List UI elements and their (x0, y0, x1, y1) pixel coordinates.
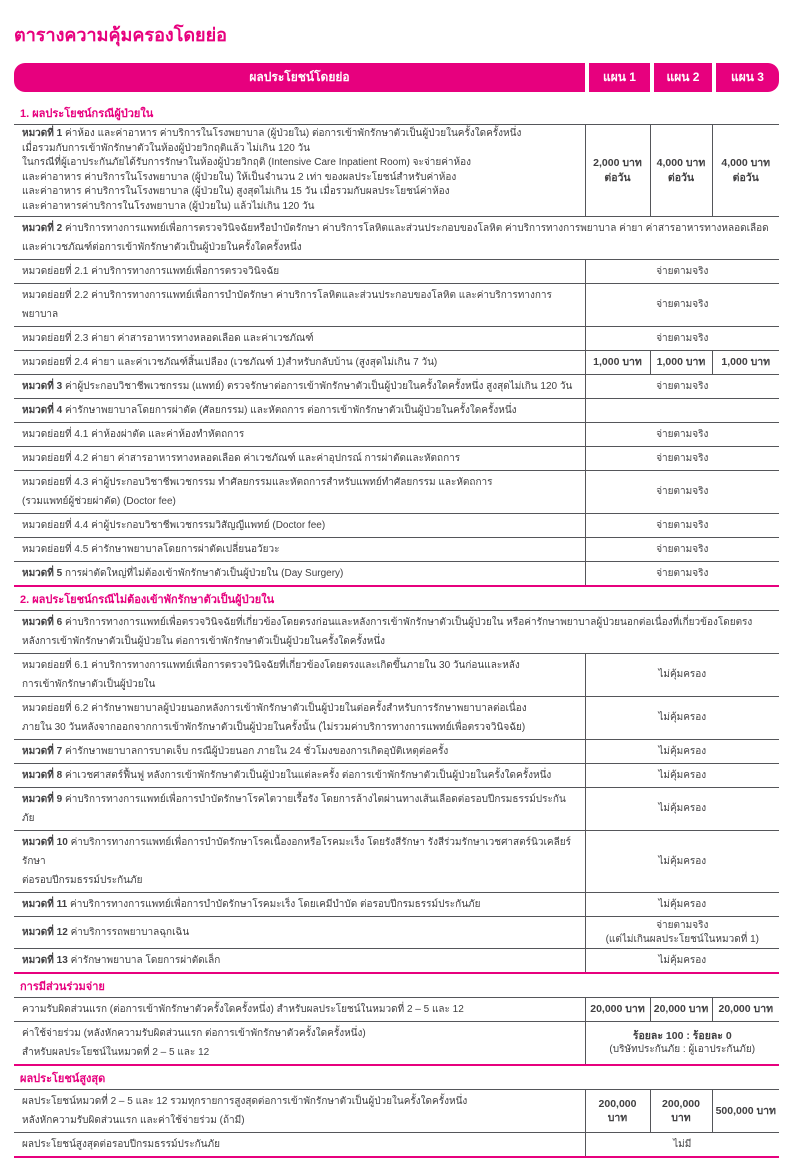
value-cell: จ่ายตามจริง (585, 375, 779, 399)
header-plan-2: แผน 2 (654, 63, 712, 92)
benefit-row (14, 893, 779, 917)
benefit-description-cell: หมวดที่ 10 ค่าบริการทางการแพทย์เพื่อการบำบัดรักษาโรคเนื้องอกหรือโรคมะเร็ง โดยรังสีรักษา รังสีร่วมรักษาเวชศาสตร์นิวเคลียร์รักษา ต่อรอบปีกรมธรรม์ประกันภัย (14, 831, 585, 893)
plan-2-value-cell: 20,000 บาท (650, 998, 712, 1022)
plan-3-value-cell: 20,000 บาท (712, 998, 779, 1022)
value-cell: ไม่คุ้มครอง (585, 893, 779, 917)
value-cell (585, 399, 779, 423)
benefit-description-cell: หมวดที่ 7 ค่ารักษาพยาบาลการบาดเจ็บ กรณีผู้ป่วยนอก ภายใน 24 ชั่วโมงของการเกิดอุบัติเหตุต่อครั้ง (14, 740, 585, 764)
plan-1-value-cell: 1,000 บาท (585, 351, 650, 375)
benefit-description-cell: ความรับผิดส่วนแรก (ต่อการเข้าพักรักษาตัวครั้งใดครั้งหนึ่ง) สำหรับผลประโยชน์ในหมวดที่ 2 – 5 และ 12 (14, 998, 585, 1022)
header-plan-3: แผน 3 (716, 63, 779, 92)
section-row (14, 101, 779, 125)
plan-2-value-cell: 4,000 บาท ต่อวัน (650, 125, 712, 217)
value-cell: ไม่คุ้มครอง (585, 764, 779, 788)
value-cell: จ่ายตามจริง (585, 423, 779, 447)
benefit-row (14, 423, 779, 447)
benefit-row (14, 764, 779, 788)
benefit-row (14, 949, 779, 974)
benefit-row (14, 284, 779, 327)
benefit-row (14, 447, 779, 471)
benefit-description-cell: หมวดที่ 4 ค่ารักษาพยาบาลโดยการผ่าตัด (ศัลยกรรม) และหัตถการ ต่อการเข้าพักรักษาตัวเป็นผู้ป่วยในครั้งใดครั้งหนึ่ง (14, 399, 585, 423)
benefit-row (14, 351, 779, 375)
benefit-description-cell: หมวดย่อยที่ 2.2 ค่าบริการทางการแพทย์เพื่อการบำบัดรักษา ค่าบริการโลหิตและส่วนประกอบของโลหิต และค่าบริการทางการพยาบาล (14, 284, 585, 327)
benefit-description-cell: หมวดที่ 5 การผ่าตัดใหญ่ที่ไม่ต้องเข้าพักรักษาตัวเป็นผู้ป่วยใน (Day Surgery) (14, 562, 585, 587)
benefit-description-cell: หมวดที่ 11 ค่าบริการทางการแพทย์เพื่อการบำบัดรักษาโรคมะเร็ง โดยเคมีบำบัด ต่อรอบปีกรมธรรม์ประกันภัย (14, 893, 585, 917)
benefit-description-cell: หมวดย่อยที่ 4.2 ค่ายา ค่าสารอาหารทางหลอดเลือด ค่าเวชภัณฑ์ และค่าอุปกรณ์ การผ่าตัดและหัตถการ (14, 447, 585, 471)
table-header-bar (14, 63, 779, 92)
benefit-row (14, 1090, 779, 1133)
plan-1-value-cell: 200,000 บาท (585, 1090, 650, 1133)
benefit-row (14, 260, 779, 284)
plan-2-value-cell: 1,000 บาท (650, 351, 712, 375)
value-cell: จ่ายตามจริง (585, 562, 779, 587)
benefit-row (14, 831, 779, 893)
benefit-row (14, 788, 779, 831)
section-label: 2. ผลประโยชน์กรณีไม่ต้องเข้าพักรักษาตัวเป็นผู้ป่วยใน (14, 586, 779, 611)
value-cell: จ่ายตามจริง (585, 260, 779, 284)
section-row (14, 1065, 779, 1090)
section-row (14, 586, 779, 611)
plan-1-value-cell: 2,000 บาท ต่อวัน (585, 125, 650, 217)
benefit-row (14, 125, 779, 217)
section-label: การมีส่วนร่วมจ่าย (14, 973, 779, 998)
value-cell: จ่ายตามจริง (585, 327, 779, 351)
benefit-row (14, 697, 779, 740)
benefit-description-cell: หมวดที่ 9 ค่าบริการทางการแพทย์เพื่อการบำบัดรักษาโรคไตวายเรื้อรัง โดยการล้างไตผ่านทางเส้นเลือดต่อรอบปีกรมธรรม์ประกันภัย (14, 788, 585, 831)
benefit-row (14, 514, 779, 538)
value-cell: ไม่คุ้มครอง (585, 740, 779, 764)
benefit-row (14, 1133, 779, 1158)
value-cell: จ่ายตามจริง (585, 538, 779, 562)
benefit-description-cell: หมวดที่ 1 ค่าห้อง และค่าอาหาร ค่าบริการในโรงพยาบาล (ผู้ป่วยใน) ต่อการเข้าพักรักษาตัวเป็นผู้ป่วยในครั้งใดครั้งหนึ่ง เมื่อรวมกับการเข้าพักรักษาตัวในห้องผู้ป่วยวิกฤติแล้ว ไม่เกิน 120 วัน ในกรณีที่ผู้เอาประกันภัยได้รับการรักษาในห้องผู้ป่วยวิกฤติ (Intensive Care Inpatient Room) จะจ่ายค่าห้อง และค่าอาหาร ค่าบริการในโรงพยาบาล (ผู้ป่วยใน) ให้เป็นจำนวน 2 เท่า ของผลประโยชน์สำหรับค่าห้อง และค่าอาหาร ค่าบริการในโรงพยาบาล (ผู้ป่วยใน) สูงสุดไม่เกิน 15 วัน เมื่อรวมกับผลประโยชน์ค่าห้อง และค่าอาหารค่าบริการในโรงพยาบาล (ผู้ป่วยใน) แล้วไม่เกิน 120 วัน (14, 125, 585, 217)
benefit-row (14, 471, 779, 514)
value-cell: ไม่คุ้มครอง (585, 654, 779, 697)
plan-3-value-cell: 4,000 บาท ต่อวัน (712, 125, 779, 217)
value-cell: ไม่คุ้มครอง (585, 949, 779, 974)
benefit-row (14, 998, 779, 1022)
benefit-description-cell: ผลประโยชน์สูงสุดต่อรอบปีกรมธรรม์ประกันภัย (14, 1133, 585, 1158)
benefit-description-cell: หมวดที่ 12 ค่าบริการรถพยาบาลฉุกเฉิน (14, 917, 585, 949)
value-cell: ไม่คุ้มครอง (585, 831, 779, 893)
benefit-description-cell: หมวดย่อยที่ 4.1 ค่าห้องผ่าตัด และค่าห้องทำหัตถการ (14, 423, 585, 447)
section-label: 1. ผลประโยชน์กรณีผู้ป่วยใน (14, 101, 779, 125)
value-cell: ไม่คุ้มครอง (585, 697, 779, 740)
benefit-row (14, 538, 779, 562)
benefit-description-cell: หมวดที่ 2 ค่าบริการทางการแพทย์เพื่อการตรวจวินิจฉัยหรือบำบัดรักษา ค่าบริการโลหิตและส่วนประกอบของโลหิต ค่าบริการทางการพยาบาล ค่ายา ค่าสารอาหารทางหลอดเลือด และค่าเวชภัณฑ์ต่อการเข้าพักรักษาตัวเป็นผู้ป่วยในครั้งใดครั้งหนึ่ง (14, 217, 779, 260)
benefit-description-cell: หมวดที่ 8 ค่าเวชศาสตร์ฟื้นฟู หลังการเข้าพักรักษาตัวเป็นผู้ป่วยในแต่ละครั้ง ต่อการเข้าพักรักษาตัวเป็นผู้ป่วยในครั้งใดครั้งหนึ่ง (14, 764, 585, 788)
section-row (14, 973, 779, 998)
section-label: ผลประโยชน์สูงสุด (14, 1065, 779, 1090)
benefit-row (14, 375, 779, 399)
benefit-row (14, 917, 779, 949)
header-plan-1: แผน 1 (589, 63, 650, 92)
benefit-row (14, 654, 779, 697)
value-cell: จ่ายตามจริง (585, 471, 779, 514)
plan-1-value-cell: 20,000 บาท (585, 998, 650, 1022)
benefit-description-cell: ผลประโยชน์หมวดที่ 2 – 5 และ 12 รวมทุกรายการสูงสุดต่อการเข้าพักรักษาตัวเป็นผู้ป่วยในครั้งใดครั้งหนึ่ง หลังหักความรับผิดส่วนแรก และค่าใช้จ่ายร่วม (ถ้ามี) (14, 1090, 585, 1133)
benefit-description-cell: หมวดย่อยที่ 2.1 ค่าบริการทางการแพทย์เพื่อการตรวจวินิจฉัย (14, 260, 585, 284)
benefit-row (14, 1022, 779, 1066)
benefit-description-cell: หมวดย่อยที่ 4.5 ค่ารักษาพยาบาลโดยการผ่าตัดเปลี่ยนอวัยวะ (14, 538, 585, 562)
benefit-description-cell: หมวดที่ 6 ค่าบริการทางการแพทย์เพื่อตรวจวินิจฉัยที่เกี่ยวข้องโดยตรงก่อนและหลังการเข้าพักรักษาตัวเป็นผู้ป่วยใน หรือค่ารักษาพยาบาลผู้ป่วยนอกต่อเนื่องที่เกี่ยวข้องโดยตรง หลังการเข้าพักรักษาตัวเป็นผู้ป่วยใน ต่อการเข้าพักรักษาตัวเป็นผู้ป่วยในครั้งใดครั้งหนึ่ง (14, 611, 779, 654)
value-cell: ไม่มี (585, 1133, 779, 1158)
plan-3-value-cell: 500,000 บาท (712, 1090, 779, 1133)
value-cell: ร้อยละ 100 : ร้อยละ 0 (บริษัทประกันภัย : ผู้เอาประกันภัย) (585, 1022, 779, 1066)
benefit-row (14, 562, 779, 587)
value-cell: จ่ายตามจริง (แต่ไม่เกินผลประโยชน์ในหมวดที่ 1) (585, 917, 779, 949)
benefits-table (14, 101, 779, 1158)
benefits-table-body (14, 101, 779, 1157)
plan-3-value-cell: 1,000 บาท (712, 351, 779, 375)
benefit-description-cell: หมวดย่อยที่ 2.4 ค่ายา และค่าเวชภัณฑ์สิ้นเปลือง (เวชภัณฑ์ 1)สำหรับกลับบ้าน (สูงสุดไม่เกิน 7 วัน) (14, 351, 585, 375)
benefit-description-cell: ค่าใช้จ่ายร่วม (หลังหักความรับผิดส่วนแรก ต่อการเข้าพักรักษาตัวครั้งใดครั้งหนึ่ง) สำหรับผลประโยชน์ในหมวดที่ 2 – 5 และ 12 (14, 1022, 585, 1066)
benefit-description-cell: หมวดย่อยที่ 2.3 ค่ายา ค่าสารอาหารทางหลอดเลือด และค่าเวชภัณฑ์ (14, 327, 585, 351)
benefit-row (14, 217, 779, 260)
benefit-description-cell: หมวดย่อยที่ 6.2 ค่ารักษาพยาบาลผู้ป่วยนอกหลังการเข้าพักรักษาตัวเป็นผู้ป่วยในต่อครั้งสำหรับการรักษาพยาบาลต่อเนื่อง ภายใน 30 วันหลังจากออกจากการเข้าพักรักษาตัวเป็นผู้ป่วยในครั้งนั้น (ไม่รวมค่าบริการทางการแพทย์เพื่อตรวจวินิจฉัย) (14, 697, 585, 740)
value-cell: จ่ายตามจริง (585, 514, 779, 538)
benefit-row (14, 611, 779, 654)
benefit-row (14, 327, 779, 351)
plan-2-value-cell: 200,000 บาท (650, 1090, 712, 1133)
benefit-description-cell: หมวดที่ 13 ค่ารักษาพยาบาล โดยการผ่าตัดเล็ก (14, 949, 585, 974)
value-cell: ไม่คุ้มครอง (585, 788, 779, 831)
benefit-description-cell: หมวดย่อยที่ 4.3 ค่าผู้ประกอบวิชาชีพเวชกรรม ทำศัลยกรรมและหัตถการสำหรับแพทย์ทำศัลยกรรม และหัตถการ (รวมแพทย์ผู้ช่วยผ่าตัด) (Doctor fee) (14, 471, 585, 514)
header-benefit-column: ผลประโยชน์โดยย่อ (14, 63, 585, 92)
benefit-row (14, 399, 779, 423)
value-cell: จ่ายตามจริง (585, 284, 779, 327)
benefit-row (14, 740, 779, 764)
value-cell: จ่ายตามจริง (585, 447, 779, 471)
benefit-description-cell: หมวดย่อยที่ 4.4 ค่าผู้ประกอบวิชาชีพเวชกรรมวิสัญญีแพทย์ (Doctor fee) (14, 514, 585, 538)
page-title: ตารางความคุ้มครองโดยย่อ (14, 25, 227, 45)
benefit-description-cell: หมวดย่อยที่ 6.1 ค่าบริการทางการแพทย์เพื่อการตรวจวินิจฉัยที่เกี่ยวข้องโดยตรงและเกิดขึ้นภายใน 30 วันก่อนและหลัง การเข้าพักรักษาตัวเป็นผู้ป่วยใน (14, 654, 585, 697)
benefit-description-cell: หมวดที่ 3 ค่าผู้ประกอบวิชาชีพเวชกรรม (แพทย์) ตรวจรักษาต่อการเข้าพักรักษาตัวเป็นผู้ป่วยในครั้งใดครั้งหนึ่ง สูงสุดไม่เกิน 120 วัน (14, 375, 585, 399)
